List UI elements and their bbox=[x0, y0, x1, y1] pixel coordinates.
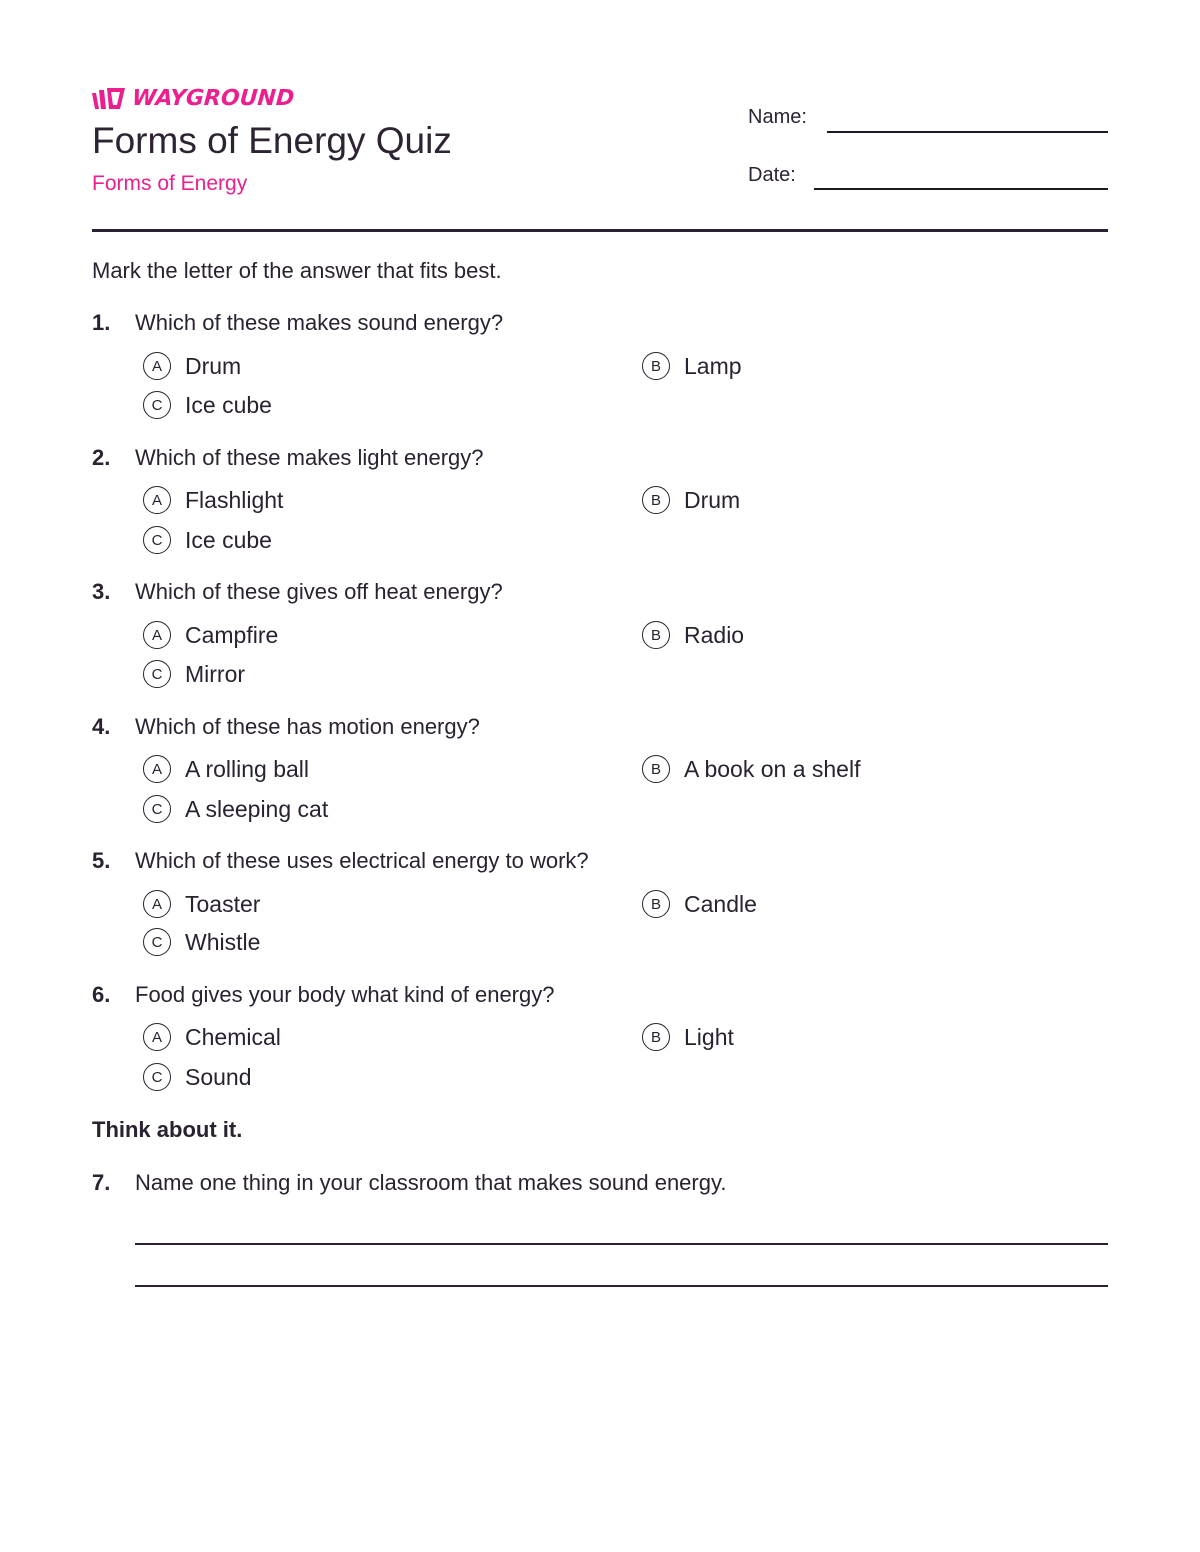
option-text: Mirror bbox=[185, 661, 246, 687]
option-letter-circle: B bbox=[642, 352, 670, 380]
name-field[interactable] bbox=[827, 131, 1108, 133]
question-text: Name one thing in your classroom that makes sound energy. bbox=[135, 1170, 727, 1195]
option-letter-circle: A bbox=[143, 890, 171, 918]
option-letter-circle: B bbox=[642, 755, 670, 783]
option-text: Chemical bbox=[185, 1024, 281, 1050]
option-b[interactable] bbox=[642, 349, 742, 383]
option-letter-circle: A bbox=[143, 755, 171, 783]
option-letter-circle: C bbox=[143, 1063, 171, 1091]
option-b[interactable] bbox=[642, 483, 740, 517]
instructions: Mark the letter of the answer that fits best. bbox=[92, 258, 502, 283]
option-a[interactable] bbox=[143, 752, 309, 786]
option-a[interactable] bbox=[143, 483, 283, 517]
option-a[interactable] bbox=[143, 349, 241, 383]
option-text: Ice cube bbox=[185, 392, 272, 418]
question-text: Food gives your body what kind of energy? bbox=[135, 982, 555, 1007]
option-text: Radio bbox=[684, 622, 745, 648]
answer-line-1[interactable] bbox=[135, 1243, 1108, 1245]
option-letter-circle: B bbox=[642, 890, 670, 918]
option-text: Whistle bbox=[185, 929, 261, 955]
option-letter-circle: C bbox=[143, 526, 171, 554]
name-label: Name: bbox=[748, 106, 807, 128]
question-number: 7. bbox=[92, 1170, 111, 1195]
option-a[interactable] bbox=[143, 618, 278, 652]
option-letter-circle: B bbox=[642, 621, 670, 649]
option-text: Sound bbox=[185, 1064, 252, 1090]
question-text: Which of these uses electrical energy to work? bbox=[135, 848, 589, 873]
header-divider bbox=[92, 229, 1108, 232]
option-text: Drum bbox=[185, 353, 242, 379]
question-number: 4. bbox=[92, 714, 111, 739]
question-text: Which of these makes light energy? bbox=[135, 445, 484, 470]
section-heading: Think about it. bbox=[92, 1117, 243, 1142]
option-letter-circle: B bbox=[642, 486, 670, 514]
option-letter-circle: A bbox=[143, 1023, 171, 1051]
option-letter-circle: C bbox=[143, 795, 171, 823]
option-c[interactable] bbox=[143, 1060, 252, 1094]
option-b[interactable] bbox=[642, 618, 744, 652]
question-number: 3. bbox=[92, 579, 111, 604]
question-number: 5. bbox=[92, 848, 111, 873]
option-c[interactable] bbox=[143, 523, 272, 557]
page-title: Forms of Energy Quiz bbox=[92, 120, 452, 161]
option-letter-circle: A bbox=[143, 486, 171, 514]
option-text: A rolling ball bbox=[185, 756, 310, 782]
wayground-logo-icon bbox=[92, 87, 126, 111]
option-a[interactable] bbox=[143, 887, 260, 921]
option-letter-circle: A bbox=[143, 352, 171, 380]
option-c[interactable] bbox=[143, 388, 272, 422]
option-text: A sleeping cat bbox=[185, 796, 329, 822]
question-number: 2. bbox=[92, 445, 111, 470]
option-c[interactable] bbox=[143, 792, 328, 826]
date-field[interactable] bbox=[814, 188, 1108, 190]
question-text: Which of these makes sound energy? bbox=[135, 310, 504, 335]
option-c[interactable] bbox=[143, 657, 245, 691]
question-text: Which of these gives off heat energy? bbox=[135, 579, 503, 604]
option-text: Toaster bbox=[185, 891, 261, 917]
option-a[interactable] bbox=[143, 1020, 281, 1054]
question-text: Which of these has motion energy? bbox=[135, 714, 480, 739]
question-number: 1. bbox=[92, 310, 111, 335]
question-number: 6. bbox=[92, 982, 111, 1007]
brand-name: WAYGROUND bbox=[131, 86, 296, 111]
option-text: Flashlight bbox=[185, 487, 284, 513]
option-letter-circle: C bbox=[143, 660, 171, 688]
option-text: Candle bbox=[684, 891, 757, 917]
wayground-logo bbox=[92, 86, 294, 112]
option-letter-circle: A bbox=[143, 621, 171, 649]
option-text: Ice cube bbox=[185, 527, 272, 553]
option-b[interactable] bbox=[642, 1020, 734, 1054]
option-b[interactable] bbox=[642, 752, 860, 786]
option-letter-circle: C bbox=[143, 928, 171, 956]
date-label: Date: bbox=[748, 164, 796, 186]
option-b[interactable] bbox=[642, 887, 757, 921]
option-text: Light bbox=[684, 1024, 734, 1050]
option-text: A book on a shelf bbox=[684, 756, 861, 782]
option-letter-circle: C bbox=[143, 391, 171, 419]
option-text: Campfire bbox=[185, 622, 279, 648]
option-text: Drum bbox=[684, 487, 741, 513]
answer-line-2[interactable] bbox=[135, 1285, 1108, 1287]
option-text: Lamp bbox=[684, 353, 742, 379]
option-letter-circle: B bbox=[642, 1023, 670, 1051]
option-c[interactable] bbox=[143, 925, 260, 959]
page-subtitle: Forms of Energy bbox=[92, 172, 248, 195]
